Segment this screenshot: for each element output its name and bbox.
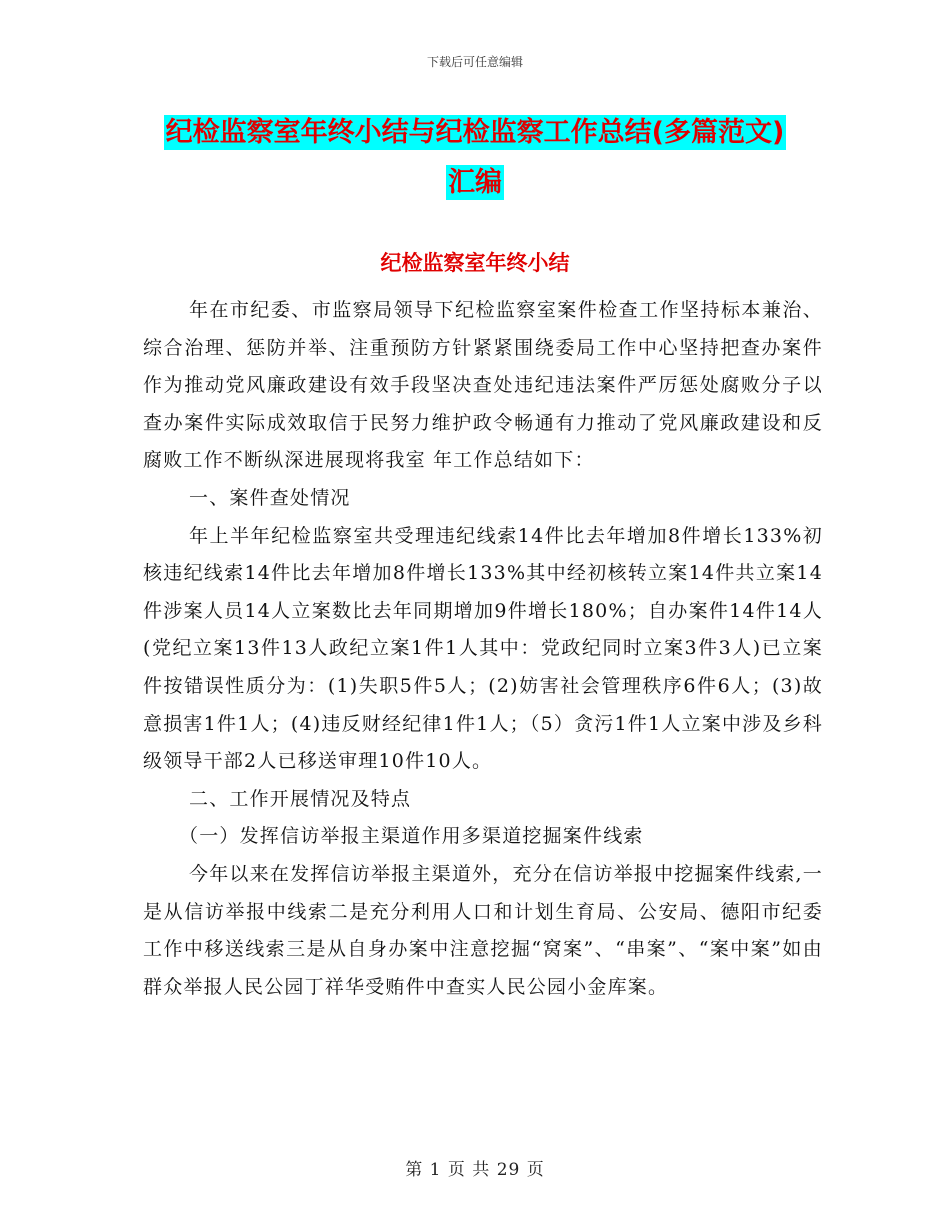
paragraph-petition-leads: 今年以来在发挥信访举报主渠道外，充分在信访举报中挖掘案件线索,一是从信访举报中线索二是充分利用人口和计划生育局、公安局、德阳市纪委工作中移送线索三是从自身办案中注意挖掘“窝案”、“串案”、“案中案”如由群众举报人民公园丁祥华受贿件中查实人民公园小金库案。 (143, 862, 823, 998)
document-body (143, 292, 823, 1006)
document-title (150, 108, 800, 208)
heading-work-progress: 二、工作开展情况及特点 (189, 787, 412, 810)
page-header-note: 下载后可任意编辑 (426, 55, 523, 69)
paragraph-intro: 年在市纪委、市监察局领导下纪检监察室案件检查工作坚持标本兼治、综合治理、惩防并举、注重预防方针紧紧围绕委局工作中心坚持把查办案件作为推动党风廉政建设有效手段坚决查处违纪违法案件严厉惩处腐败分子以查办案件实际成效取信于民努力维护政令畅通有力推动了党风廉政建设和反腐败工作不断纵深进展现将我室 年工作总结如下： (143, 299, 823, 472)
heading-case-handling: 一、案件查处情况 (189, 486, 351, 509)
subheading-petition-channel: （一）发挥信访举报主渠道作用多渠道挖掘案件线索 (179, 825, 644, 848)
document-title-line1: 纪检监察室年终小结与纪检监察工作总结(多篇范文) (165, 117, 785, 148)
section-subtitle: 纪检监察室年终小结 (380, 251, 570, 275)
document-title-line2: 汇编 (448, 167, 502, 198)
paragraph-case-stats: 年上半年纪检监察室共受理违纪线索14件比去年增加8件增长133%初核违纪线索14件比去年增加8件增长133%其中经初核转立案14件共立案14件涉案人员14人立案数比去年同期增加9件增长180%；自办案件14件14人(党纪立案13件13人政纪立案1件1人其中：党政纪同时立案3件3人)已立案件按错误性质分为：(1)失职5件5人；(2)妨害社会管理秩序6件6人；(3)故意损害1件1人；(4)违反财经纪律1件1人；（5）贪污1件1人立案中涉及乡科级领导干部2人已移送审理10件10人。 (143, 524, 823, 773)
page-number: 第 1 页 共 29 页 (405, 1160, 545, 1180)
